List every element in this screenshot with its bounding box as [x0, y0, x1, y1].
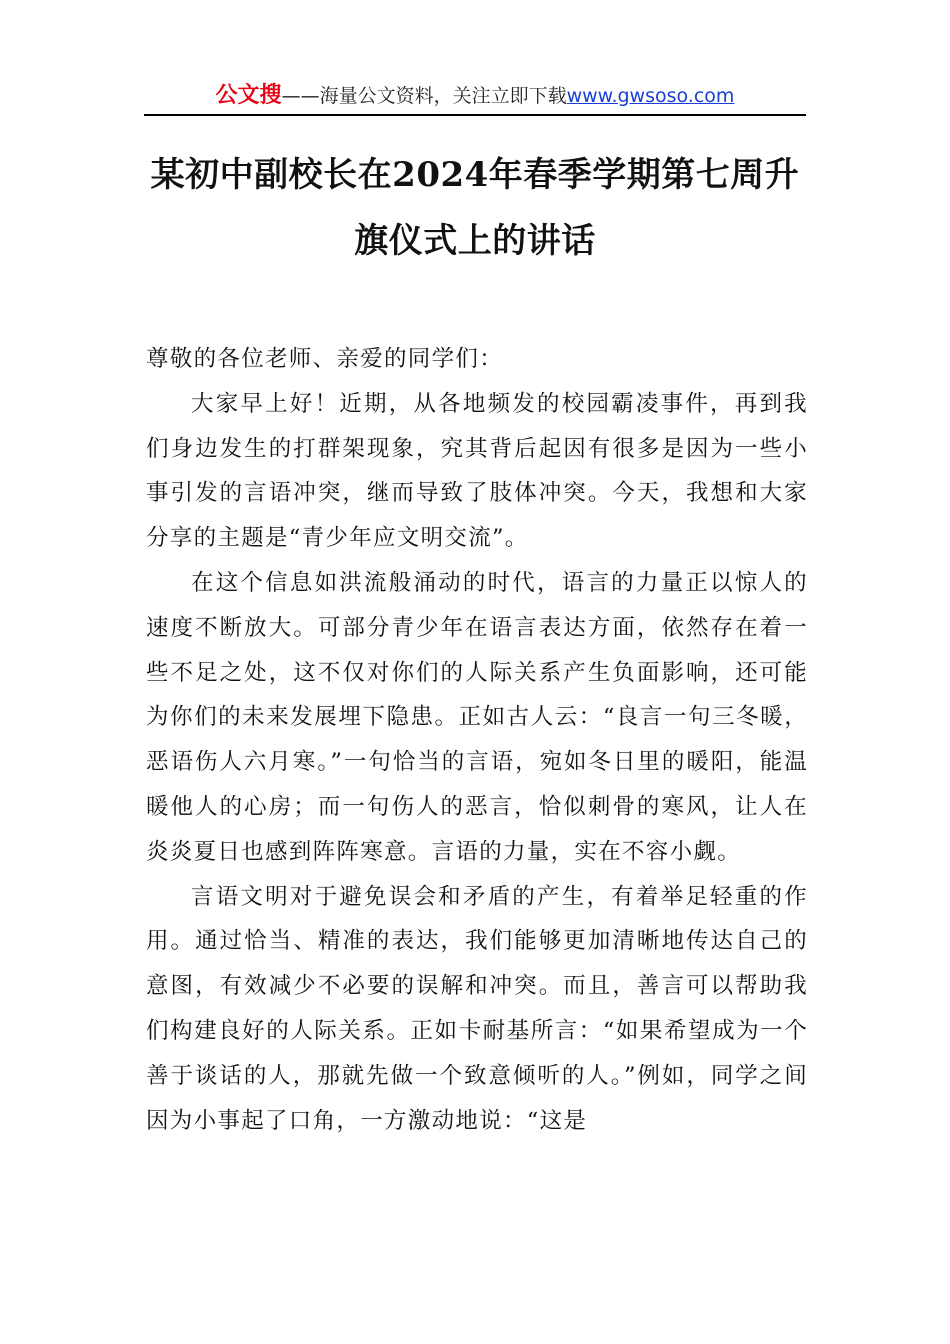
header-divider: [144, 114, 806, 116]
site-link[interactable]: www.gwsoso.com: [566, 85, 735, 107]
document-body: [146, 337, 808, 1143]
document-title: 某初中副校长在2024年春季学期第七周升旗仪式上的讲话: [150, 155, 800, 261]
greeting: 尊敬的各位老师、亲爱的同学们：: [146, 346, 504, 372]
header-tagline: ——海量公文资料，关注立即下载: [281, 85, 567, 107]
paragraph: 在这个信息如洪流般涌动的时代，语言的力量正以惊人的速度不断放大。可部分青少年在语言表达方面，依然存在着一些不足之处，这不仅对你们的人际关系产生负面影响，还可能为你们的未来发展埋下隐患。正如古人云：“良言一句三冬暖，恶语伤人六月寒。”一句恰当的言语，宛如冬日里的暖阳，能温暖他人的心房；而一句伤人的恶言，恰似刺骨的寒风，让人在炎炎夏日也感到阵阵寒意。言语的力量，实在不容小觑。: [146, 569, 808, 865]
page-header: [144, 82, 806, 110]
paragraph: 言语文明对于避免误会和矛盾的产生，有着举足轻重的作用。通过恰当、精准的表达，我们能够更加清晰地传达自己的意图，有效减少不必要的误解和冲突。而且，善言可以帮助我们构建良好的人际关系。正如卡耐基所言：“如果希望成为一个善于谈话的人，那就先做一个致意倾听的人。”例如，同学之间因为小事起了口角，一方激动地说：“这是: [146, 883, 808, 1134]
paragraph: 大家早上好！近期，从各地频发的校园霸凌事件，再到我们身边发生的打群架现象，究其背后起因有很多是因为一些小事引发的言语冲突，继而导致了肢体冲突。今天，我想和大家分享的主题是“青少年应文明交流”。: [146, 390, 808, 552]
brand-logo-text: 公文搜: [215, 83, 282, 108]
